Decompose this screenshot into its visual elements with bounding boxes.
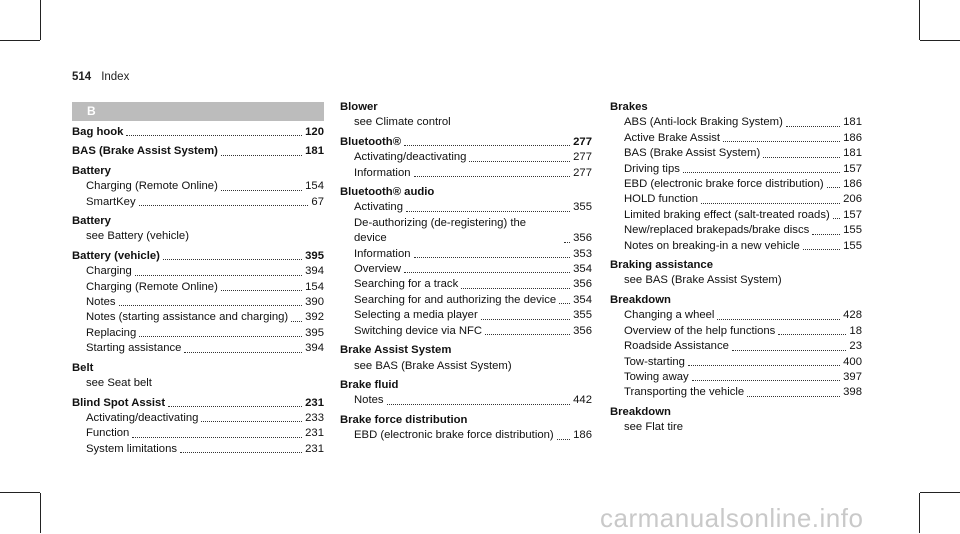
page-ref[interactable]: 181 [843, 147, 862, 160]
dot-leader [406, 211, 570, 212]
sub-entry[interactable] [340, 247, 592, 262]
page-ref[interactable]: 354 [573, 263, 592, 276]
sub-entry-label: Information [354, 247, 411, 260]
dot-leader [485, 334, 570, 335]
entry-heading [610, 293, 862, 308]
see-reference[interactable]: see Flat tire [624, 421, 684, 434]
sub-entry[interactable] [610, 324, 862, 339]
dot-leader [168, 406, 302, 407]
page-ref[interactable]: 390 [305, 296, 324, 309]
index-entry [610, 405, 862, 436]
sub-entry-label: Overview of the help functions [624, 324, 776, 337]
sub-entry-label: Switching device via NFC [354, 324, 483, 337]
sub-entry-label: EBD (electronic brake force distribution) [354, 429, 554, 442]
sub-entry[interactable] [610, 162, 862, 177]
entry-heading [610, 258, 862, 273]
sub-entry[interactable] [72, 442, 324, 457]
entry-heading[interactable] [72, 144, 324, 159]
sub-entry[interactable] [340, 262, 592, 277]
sub-entry[interactable] [610, 192, 862, 207]
page-number: 514 [72, 71, 92, 83]
dot-leader [184, 352, 302, 353]
sub-entry[interactable] [610, 370, 862, 385]
dot-leader [291, 321, 302, 322]
page-ref[interactable]: 394 [305, 342, 324, 355]
entry-title: Battery [72, 164, 111, 177]
sub-entry[interactable] [340, 166, 592, 181]
dot-leader [723, 141, 840, 142]
sub-entry[interactable] [340, 216, 592, 247]
index-entry [610, 100, 862, 254]
entry-title: Bluetooth® audio [340, 186, 435, 199]
sub-entry[interactable] [72, 280, 324, 295]
page-ref[interactable]: 428 [843, 309, 862, 322]
sub-entry-label: Towing away [624, 370, 689, 383]
entry-title: Breakdown [610, 405, 671, 418]
dot-leader [414, 257, 571, 258]
sub-entry[interactable] [610, 177, 862, 192]
dot-leader [126, 135, 302, 136]
entry-heading [340, 343, 592, 358]
sub-entry[interactable] [610, 339, 862, 354]
page-ref[interactable]: 442 [573, 394, 592, 407]
sub-entry[interactable] [610, 223, 862, 238]
dot-leader [688, 365, 840, 366]
dot-leader [833, 218, 840, 219]
crop-mark [40, 493, 41, 533]
sub-entry-label: Roadside Assistance [624, 340, 729, 353]
dot-leader [763, 157, 840, 158]
sub-entry[interactable] [340, 324, 592, 339]
entry-title: Brake fluid [340, 378, 399, 391]
letter-heading: B [72, 102, 324, 121]
entry-heading [340, 378, 592, 393]
sub-entry[interactable] [72, 411, 324, 426]
sub-entry-label: Function [86, 427, 130, 440]
page-ref[interactable]: 157 [843, 162, 862, 175]
entry-heading[interactable] [72, 125, 324, 140]
dot-leader [778, 334, 846, 335]
sub-entry-label: HOLD function [624, 193, 699, 206]
sub-entry[interactable] [610, 308, 862, 323]
dot-leader [557, 439, 570, 440]
sub-entry[interactable] [72, 341, 324, 356]
sub-entry[interactable] [610, 385, 862, 400]
sub-entry-label: Charging (Remote Online) [86, 280, 218, 293]
crop-mark [920, 492, 960, 493]
entry-heading [340, 100, 592, 115]
sub-entry-label: Selecting a media player [354, 309, 478, 322]
page-ref[interactable]: 395 [305, 326, 324, 339]
page-ref[interactable]: 277 [573, 135, 592, 148]
dot-leader [163, 259, 302, 260]
dot-leader [139, 205, 309, 206]
page-ref[interactable]: 154 [305, 280, 324, 293]
sub-entry-label: SmartKey [86, 195, 136, 208]
page-ref[interactable]: 277 [573, 151, 592, 164]
sub-entry-label: Starting assistance [86, 342, 182, 355]
sub-entry-label: Notes [354, 394, 384, 407]
page-ref[interactable]: 186 [573, 429, 592, 442]
index-entry [340, 378, 592, 409]
index-column-1 [72, 100, 324, 461]
dot-leader [683, 172, 840, 173]
sub-entry[interactable] [72, 426, 324, 441]
entry-heading [72, 361, 324, 376]
entry-heading [340, 185, 592, 200]
see-reference[interactable]: see Climate control [354, 116, 451, 129]
sub-entry-label: Charging (Remote Online) [86, 180, 218, 193]
dot-leader [180, 452, 302, 453]
dot-leader [139, 336, 302, 337]
dot-leader [404, 145, 570, 146]
dot-leader [221, 190, 302, 191]
see-reference[interactable]: see Seat belt [86, 377, 152, 390]
crop-mark [919, 493, 920, 533]
dot-leader [221, 290, 302, 291]
sub-entry-label: Overview [354, 263, 402, 276]
sub-entry-label: Activating [354, 201, 403, 214]
entry-title: Blind Spot Assist [72, 396, 166, 409]
sub-entry-label: De-authorizing (de-registering) the device [354, 216, 527, 245]
index-entry [72, 164, 324, 210]
dot-leader [119, 305, 303, 306]
dot-leader [481, 319, 570, 320]
index-entry [340, 100, 592, 131]
page-ref[interactable]: 231 [305, 396, 324, 409]
dot-leader [827, 187, 840, 188]
entry-title: Bag hook [72, 126, 124, 138]
sub-entry-label: EBD (electronic brake force distribution) [624, 178, 824, 191]
sub-entry-label: Information [354, 166, 411, 179]
index-entry [340, 185, 592, 339]
sub-entry-label: Activating/deactivating [86, 411, 199, 424]
entry-heading [72, 164, 324, 179]
page-ref[interactable]: 392 [305, 311, 324, 324]
sub-entry-label: Transporting the vehicle [624, 386, 745, 399]
entry-heading [610, 100, 862, 115]
dot-leader [414, 176, 571, 177]
sub-entry-label: Limited braking effect (salt-treated roads) [624, 208, 830, 221]
sub-entry[interactable] [72, 310, 324, 325]
index-entry [72, 125, 324, 140]
page-title: Index [101, 71, 130, 83]
dot-leader [747, 396, 840, 397]
page-ref[interactable]: 356 [573, 324, 592, 337]
page-ref[interactable]: 356 [573, 278, 592, 291]
page-ref[interactable]: 154 [305, 180, 324, 193]
page-ref[interactable]: 186 [843, 178, 862, 191]
dot-leader [559, 303, 570, 304]
page-ref[interactable]: 398 [843, 386, 862, 399]
page-ref[interactable]: 356 [573, 232, 592, 245]
page-ref[interactable]: 120 [305, 126, 324, 138]
page-ref[interactable]: 155 [843, 224, 862, 237]
entry-title: Battery (vehicle) [72, 249, 160, 262]
page-ref[interactable]: 181 [843, 116, 862, 129]
sub-entry-label: Notes [86, 296, 116, 309]
page-ref[interactable]: 206 [843, 193, 862, 206]
sub-entry-label: Notes on breaking-in a new vehicle [624, 239, 800, 252]
entry-title: Bluetooth® [340, 135, 402, 148]
crop-mark [40, 0, 41, 40]
index-entry [72, 144, 324, 159]
page-ref[interactable]: 155 [843, 239, 862, 252]
page-ref[interactable]: 18 [849, 324, 862, 337]
page-ref[interactable]: 186 [843, 131, 862, 144]
index-entry [72, 361, 324, 392]
entry-title: BAS (Brake Assist System) [72, 145, 218, 158]
sub-entry[interactable] [610, 208, 862, 223]
page-header [72, 71, 129, 83]
sub-entry[interactable] [610, 115, 862, 130]
dot-leader [201, 421, 302, 422]
dot-leader [135, 275, 302, 276]
sub-entry-label: ABS (Anti-lock Braking System) [624, 116, 783, 129]
page-ref[interactable]: 397 [843, 370, 862, 383]
sub-entry[interactable] [340, 293, 592, 308]
entry-title: Battery [72, 215, 111, 228]
sub-entry-label: Searching for and authorizing the device [354, 293, 557, 306]
see-reference[interactable]: see Battery (vehicle) [86, 230, 189, 243]
dot-leader [717, 319, 840, 320]
page-ref[interactable]: 231 [305, 427, 324, 440]
page-ref[interactable]: 67 [311, 195, 324, 208]
sub-entry-label: Changing a wheel [624, 309, 715, 322]
entry-heading [340, 413, 592, 428]
entry-heading [610, 405, 862, 420]
index-entry [340, 135, 592, 181]
entry-title: Braking assistance [610, 259, 713, 272]
entry-heading[interactable] [72, 249, 324, 264]
entry-title: Blower [340, 101, 378, 113]
see-reference[interactable]: see BAS (Brake Assist System) [624, 274, 782, 287]
entry-heading [72, 214, 324, 229]
crop-mark [920, 40, 960, 41]
sub-entry-label: Activating/deactivating [354, 151, 467, 164]
page-ref[interactable]: 355 [573, 309, 592, 322]
page-ref[interactable]: 231 [305, 442, 324, 455]
sub-entry[interactable] [72, 195, 324, 210]
page-ref[interactable]: 353 [573, 247, 592, 260]
entry-title: Brake force distribution [340, 413, 468, 426]
entry-title: Brake Assist System [340, 344, 452, 357]
page-ref[interactable]: 355 [573, 201, 592, 214]
dot-leader [221, 155, 302, 156]
dot-leader [132, 437, 302, 438]
sub-entry-label: Tow-starting [624, 355, 685, 368]
sub-entry-label: Notes (starting assistance and charging) [86, 311, 289, 324]
dot-leader [732, 350, 847, 351]
dot-leader [692, 380, 840, 381]
sub-entry[interactable] [610, 355, 862, 370]
sub-entry[interactable] [610, 146, 862, 161]
index-entry [340, 343, 592, 374]
sub-entry[interactable] [72, 326, 324, 341]
index-entry [610, 258, 862, 289]
dot-leader [701, 203, 840, 204]
sub-entry[interactable] [340, 150, 592, 165]
sub-entry-label: Charging [86, 265, 132, 278]
dot-leader [404, 272, 570, 273]
sub-entry-label: Active Brake Assist [624, 131, 721, 144]
sub-entry[interactable] [72, 264, 324, 279]
entry-heading[interactable] [340, 135, 592, 150]
sub-entry[interactable] [610, 239, 862, 254]
sub-entry[interactable] [340, 393, 592, 408]
page-ref[interactable]: 157 [843, 208, 862, 221]
sub-entry[interactable] [340, 200, 592, 215]
index-entry [72, 396, 324, 458]
sub-entry[interactable] [340, 428, 592, 443]
crop-mark [919, 0, 920, 40]
sub-entry-label: Driving tips [624, 162, 680, 175]
page-ref[interactable]: 400 [843, 355, 862, 368]
entry-title: Belt [72, 361, 94, 374]
index-column-3 [610, 100, 862, 440]
sub-entry-label: New/replaced brakepads/brake discs [624, 224, 810, 237]
dot-leader [387, 404, 571, 405]
entry-title: Breakdown [610, 293, 671, 306]
dot-leader [786, 126, 840, 127]
page-ref[interactable]: 233 [305, 411, 324, 424]
page-ref[interactable]: 277 [573, 166, 592, 179]
sub-entry[interactable] [72, 179, 324, 194]
page-ref[interactable]: 354 [573, 293, 592, 306]
sub-entry[interactable] [610, 131, 862, 146]
dot-leader [461, 288, 570, 289]
index-entry [610, 293, 862, 401]
page-ref[interactable]: 394 [305, 265, 324, 278]
sub-entry[interactable] [72, 295, 324, 310]
crop-mark [0, 492, 40, 493]
sub-entry[interactable] [340, 277, 592, 292]
dot-leader [803, 249, 840, 250]
page-ref[interactable]: 395 [305, 249, 324, 262]
page-ref[interactable]: 181 [305, 145, 324, 158]
sub-entry-label: Replacing [86, 326, 137, 339]
dot-leader [564, 242, 570, 243]
sub-entry-label: System limitations [86, 442, 178, 455]
dot-leader [469, 161, 570, 162]
sub-entry[interactable] [340, 308, 592, 323]
index-entry [72, 214, 324, 245]
sub-entry-label: Searching for a track [354, 278, 459, 291]
page-ref[interactable]: 23 [849, 340, 862, 353]
index-column-2 [340, 100, 592, 448]
sub-entry-label: BAS (Brake Assist System) [624, 147, 761, 160]
index-entry [72, 249, 324, 357]
watermark: carmanualsonline.info [600, 503, 864, 533]
crop-mark [0, 40, 40, 41]
entry-heading[interactable] [72, 396, 324, 411]
entry-title: Brakes [610, 101, 648, 113]
dot-leader [812, 234, 840, 235]
index-entry [340, 413, 592, 444]
see-reference[interactable]: see BAS (Brake Assist System) [354, 359, 512, 372]
